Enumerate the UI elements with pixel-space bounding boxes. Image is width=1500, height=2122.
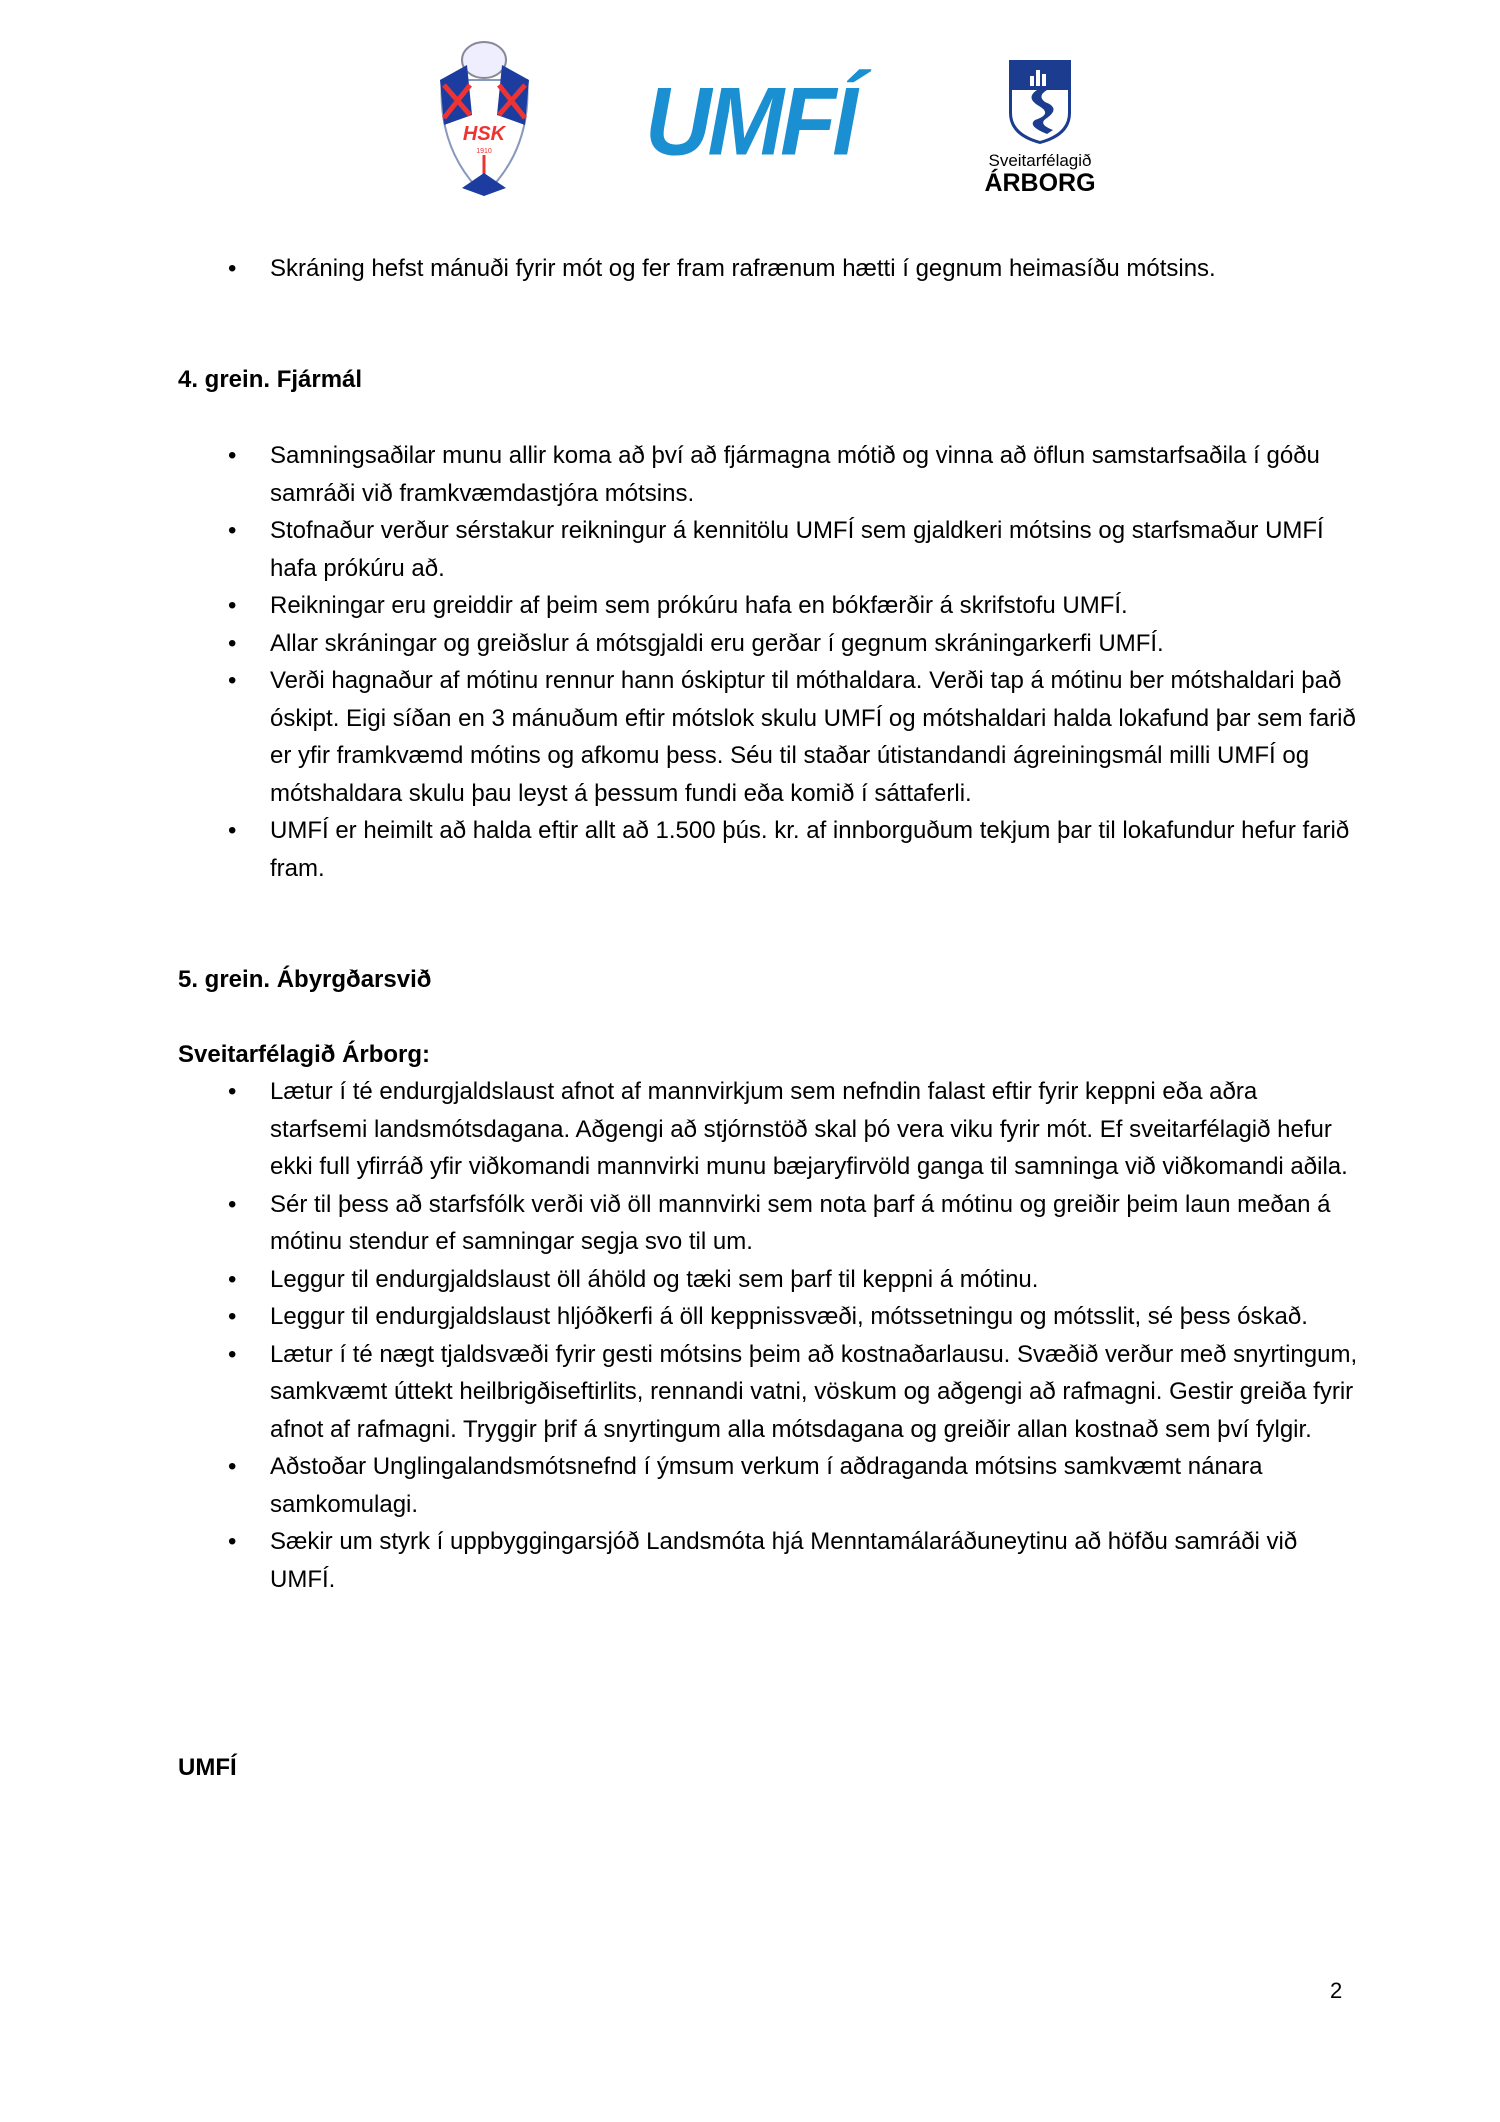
bullet-item: • Lætur í té endurgjaldslaust afnot af mannvirkjum sem nefndin falast eftir fyrir keppni eða aðra starfsemi landsmótsdagana. Aðgengi að stjórnstöð skal þó vera viku fyrir mót. Ef sveitarfélagið hefur ekki full yfirráð yfir viðkomandi mannvirki munu bæjaryfirvöld ganga til samninga við viðkomandi aðila. bbox=[178, 1073, 1358, 1186]
section-5-heading: 5. grein. Ábyrgðarsvið bbox=[178, 966, 432, 993]
section-4-heading: 4. grein. Fjármál bbox=[178, 366, 363, 393]
bullet-item: • Samningsaðilar munu allir koma að því að fjármagna mótið og vinna að öflun samstarfsaðila í góðu samráði við framkvæmdastjóra mótsins. bbox=[178, 437, 1358, 512]
arborg-shield-icon bbox=[1007, 58, 1073, 146]
bullet-item: • Lætur í té nægt tjaldsvæði fyrir gesti mótsins þeim að kostnaðarlausu. Svæðið verður með snyrtingum, samkvæmt úttekt heilbrigðiseftirlits, rennandi vatni, vöskum og aðgengi að rafmagni. Gestir greiða fyrir afnot af rafmagni. Tryggir þrif á snyrtingum alla mótsdagana og greiðir allan kostnað sem því fylgir. bbox=[178, 1336, 1358, 1449]
bullet-item: • Leggur til endurgjaldslaust öll áhöld og tæki sem þarf til keppni á mótinu. bbox=[178, 1261, 1358, 1299]
umfi-subheading: UMFÍ bbox=[178, 1754, 237, 1781]
bullet-item: • Sækir um styrk í uppbyggingarsjóð Landsmóta hjá Menntamálaráðuneytinu að höfðu samráði við UMFÍ. bbox=[178, 1523, 1358, 1598]
section-4-body bbox=[178, 437, 1358, 887]
arborg-subheading: Sveitarfélagið Árborg: bbox=[178, 1041, 431, 1068]
bullet-item: • Reikningar eru greiddir af þeim sem prókúru hafa en bókfærðir á skrifstofu UMFÍ. bbox=[178, 587, 1358, 625]
intro-section bbox=[178, 250, 1358, 288]
hsk-logo bbox=[432, 40, 537, 200]
arborg-logo: Sveitarfélagið ÁRBORG bbox=[975, 58, 1105, 196]
svg-text:HSK: HSK bbox=[462, 123, 506, 145]
intro-list bbox=[178, 250, 1358, 288]
bullet-item: • Aðstoðar Unglingalandsmótsnefnd í ýmsum verkum í aðdraganda mótsins samkvæmt nánara samkomulagi. bbox=[178, 1448, 1358, 1523]
svg-text:1910: 1910 bbox=[476, 148, 492, 155]
arborg-list bbox=[178, 1073, 1358, 1598]
bullet-item: • Stofnaður verður sérstakur reikningur á kennitölu UMFÍ sem gjaldkeri mótsins og starfsmaður UMFÍ hafa prókúru að. bbox=[178, 512, 1358, 587]
section-4-list bbox=[178, 437, 1358, 887]
umfi-logo: UMFÍ bbox=[645, 68, 854, 176]
bullet-item: • UMFÍ er heimilt að halda eftir allt að 1.500 þús. kr. af innborguðum tekjum þar til lokafundur hefur farið fram. bbox=[178, 812, 1358, 887]
arborg-responsibilities bbox=[178, 1036, 1358, 1598]
section-5 bbox=[178, 961, 1358, 998]
bullet-item: • Verði hagnaður af mótinu rennur hann óskiptur til móthaldara. Verði tap á mótinu ber mótshaldari það óskipt. Eigi síðan en 3 mánuðum eftir mótslok skulu UMFÍ og mótshaldari halda lokafund þar sem farið er yfir framkvæmd mótins og afkomu þess. Séu til staðar útistandandi ágreiningsmál milli UMFÍ og mótshaldara skulu þau leyst á þessum fundi eða komið í sáttaferli. bbox=[178, 662, 1358, 812]
bullet-item: • Skráning hefst mánuði fyrir mót og fer fram rafrænum hætti í gegnum heimasíðu mótsins. bbox=[178, 250, 1358, 288]
bullet-item: • Allar skráningar og greiðslur á mótsgjaldi eru gerðar í gegnum skráningarkerfi UMFÍ. bbox=[178, 625, 1358, 663]
page-number: 2 bbox=[1330, 1978, 1343, 2003]
bullet-item: • Sér til þess að starfsfólk verði við öll mannvirki sem nota þarf á mótinu og greiðir þeim laun meðan á mótinu stendur ef samningar segja svo til um. bbox=[178, 1186, 1358, 1261]
section-4 bbox=[178, 361, 1358, 398]
umfi-responsibilities bbox=[178, 1749, 1358, 1786]
bullet-item: • Leggur til endurgjaldslaust hljóðkerfi á öll keppnissvæði, mótssetningu og mótsslit, sé þess óskað. bbox=[178, 1298, 1358, 1336]
